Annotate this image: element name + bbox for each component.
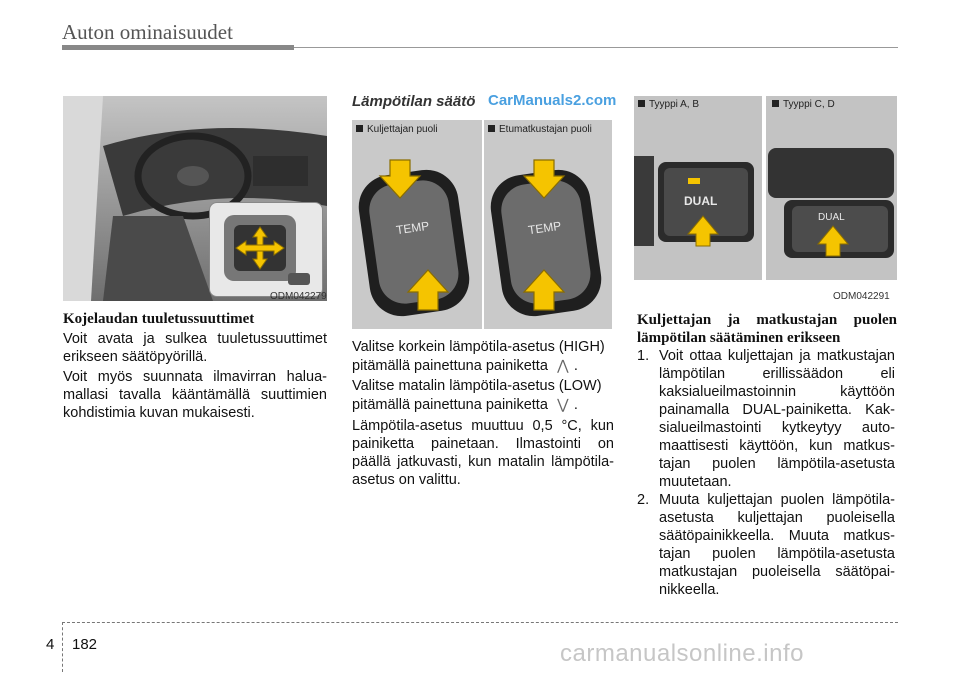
running-header: Auton ominaisuudet [62, 20, 233, 44]
vent-inset [209, 202, 323, 297]
list-item: 1. Voit ottaa kuljettajan ja matkustajan lämpötilan erillissäädon eli kaksialueilmastoinnin käyttöön painamalla DUAL-painiketta. Kaksialueilmastointi kytkeytyy automaattisesti käyttöön, kun matkustajan puolen lämpötila-asetusta muutetaan. [637, 348, 895, 490]
chevron-up-icon: ⋀ [557, 357, 569, 373]
figure-label: Tyyppi C, D [772, 99, 835, 110]
dual-button-label: DUAL [818, 212, 845, 223]
dashboard-vent-photo [63, 96, 327, 301]
header-rule [294, 47, 898, 48]
image-code: ODM042279 [270, 291, 327, 302]
footer-divider [62, 622, 63, 672]
vent-arrows-icon [210, 203, 324, 298]
dual-button-illustration [634, 96, 897, 280]
page-number: 182 [72, 636, 98, 653]
paragraph: Lämpötila-asetus muuttuu 0,5 °C, kun painiketta painetaan. Ilmastointi on päällä jatkuvasti, kun matalin lämpötila-asetus on valittu. [352, 418, 614, 488]
image-code: ODM042291 [833, 291, 890, 302]
dual-button-label: DUAL [684, 194, 718, 208]
list-item: 2. Muuta kuljettajan puolen lämpötila-asetusta kuljettajan puoleisella säätöpainikkeella. Muuta matkustajan puolen lämpötila-asetusta matkustajan puoleisella säätöpainikkeella. [637, 492, 895, 598]
temp-button-label: TEMP [527, 218, 563, 238]
paragraph: Valitse korkein lämpötila-asetus (HIGH) pitämällä painettuna painiketta ⋀ . [352, 339, 605, 374]
chevron-down-icon: ⋁ [557, 396, 569, 412]
figure-label: Kuljettajan puoli [356, 124, 438, 135]
temp-buttons-figure [352, 120, 612, 329]
section-heading: Kojelaudan tuuletussuuttimet [63, 311, 255, 327]
paragraph: Voit myös suunnata ilmavirran haluamallasi tavalla kääntämällä suuttimien kohdistimia kuvan mukaisesti. [63, 369, 327, 421]
dual-button-figure [634, 96, 897, 302]
paragraph: Valitse matalin lämpötila-asetus (LOW) pitämällä painettuna painiketta ⋁ . [352, 378, 602, 413]
header-bar [62, 45, 294, 50]
temp-button-label: TEMP [395, 218, 431, 238]
figure-label: Tyyppi A, B [638, 99, 699, 110]
section-heading: Kuljettajan ja matkustajan puolen lämpötilan säätäminen erikseen [637, 312, 897, 346]
footer-rule [62, 622, 898, 623]
paragraph: Voit avata ja sulkea tuuletussuuttimet erikseen säätöpyörillä. [63, 331, 327, 365]
watermark: CarManuals2.com [488, 92, 617, 109]
temp-button-illustration [352, 120, 612, 329]
footer-watermark: carmanualsonline.info [560, 640, 804, 667]
figure-label: Etumatkustajan puoli [488, 124, 592, 135]
chapter-number: 4 [46, 636, 55, 653]
section-heading: Lämpötilan säätö [352, 93, 476, 110]
